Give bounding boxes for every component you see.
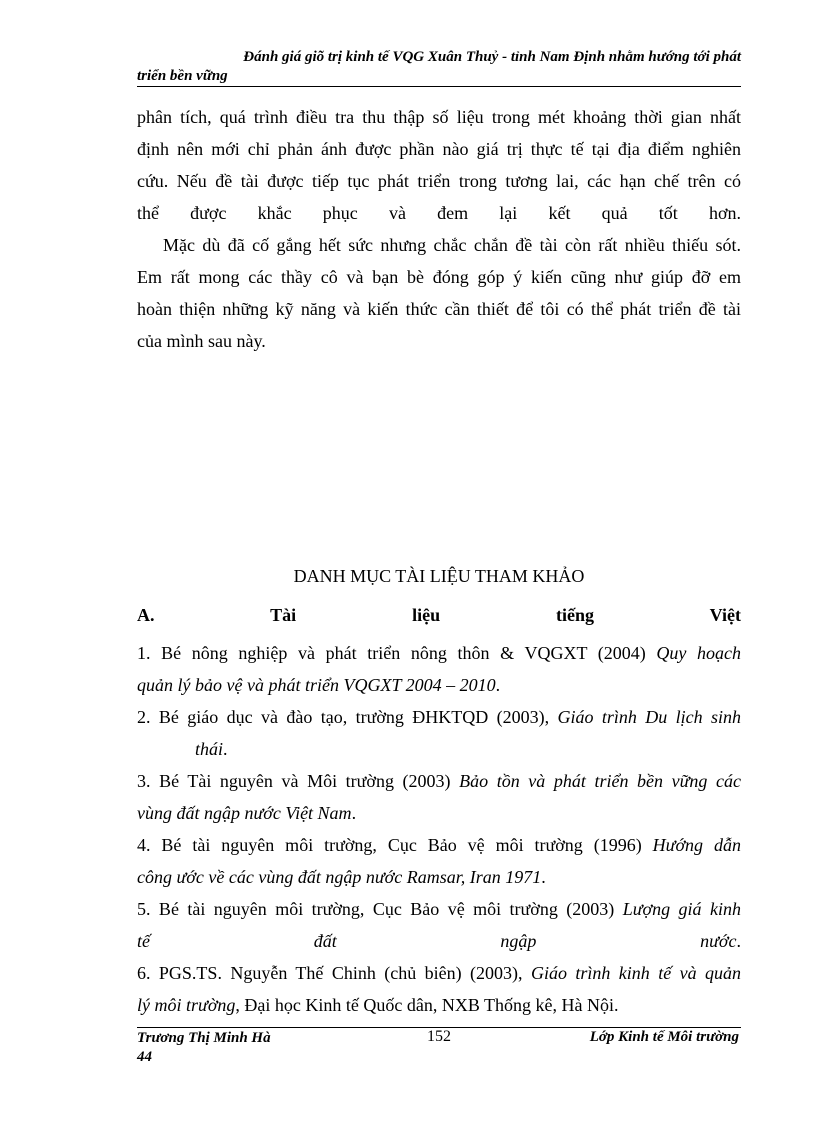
- paragraph-line: định nên mới chỉ phản ánh được phần nào giá trị thực tế tại địa điểm nghiên: [137, 139, 741, 159]
- reference-text: .: [223, 739, 228, 759]
- reference-title: thái: [195, 739, 224, 759]
- reference-title: lý môi trường: [137, 995, 236, 1015]
- reference-list: [137, 637, 741, 1021]
- paragraph-line: Mặc dù đã cố gắng hết sức nhưng chắc chắn đề tài còn rất nhiều thiếu sót.: [163, 235, 741, 255]
- reference-item: [137, 893, 741, 957]
- references-section-heading: A. Tài liệu tiếng Việt: [137, 605, 741, 625]
- footer-author-line2: 44: [137, 1049, 152, 1065]
- page-number: 152: [427, 1028, 451, 1045]
- reference-item: [137, 765, 741, 829]
- reference-title: Bảo tồn và phát triển bền vững các: [459, 771, 741, 791]
- reference-text: .: [541, 867, 546, 887]
- reference-text: 6. PGS.TS. Nguyễn Thế Chinh (chủ biên) (2003),: [137, 963, 531, 983]
- paragraph-acknowledgement: [137, 229, 741, 357]
- reference-title: Quy hoạch: [656, 643, 742, 663]
- footer-class: Lớp Kinh tế Môi trường: [589, 1029, 739, 1045]
- reference-title: Hướng dẫn: [652, 835, 741, 855]
- paragraph-line: hoàn thiện những kỹ năng và kiến thức cần thiết để tôi có thể phát triển đề tài: [137, 299, 741, 319]
- reference-title: Giáo trình Du lịch sinh: [557, 707, 741, 727]
- reference-item: [137, 957, 741, 1021]
- reference-text: 4. Bé tài nguyên môi trường, Cục Bảo vệ môi trường (1996): [137, 835, 653, 855]
- paragraph-line: thể được khắc phục và đem lại kết quả tốt hơn.: [137, 203, 741, 223]
- header-divider: [137, 86, 741, 87]
- reference-text: 1. Bé nông nghiệp và phát triển nông thôn & VQGXT (2004): [137, 643, 657, 663]
- reference-text: 2. Bé giáo dục và đào tạo, trường ĐHKTQD (2003),: [137, 707, 558, 727]
- reference-item: [137, 637, 741, 701]
- paragraph-line: Em rất mong các thầy cô và bạn bè đóng góp ý kiến cũng như giúp đỡ em: [137, 267, 741, 287]
- reference-text: 3. Bé Tài nguyên và Môi trường (2003): [137, 771, 460, 791]
- header-title-line1: Đánh giá giõ trị kinh tế VQG Xuân Thuỷ - tỉnh Nam Định nhằm hướng tới phát: [243, 49, 741, 65]
- paragraph-line: cứu. Nếu đề tài được tiếp tục phát triển trong tương lai, các hạn chế trên có: [137, 171, 741, 191]
- reference-text: 5. Bé tài nguyên môi trường, Cục Bảo vệ môi trường (2003): [137, 899, 623, 919]
- body-text: [137, 101, 741, 357]
- reference-text: .: [736, 931, 741, 951]
- footer-author-name: Trương Thị Minh Hà: [137, 1030, 271, 1046]
- reference-title: quản lý bảo vệ và phát triển VQGXT 2004 – 2010: [137, 675, 496, 695]
- reference-item: [137, 829, 741, 893]
- reference-text: .: [351, 803, 357, 823]
- paragraph-line: của mình sau này.: [137, 331, 266, 351]
- header-title-line2: triển bền vững: [137, 68, 228, 84]
- reference-title: vùng đất ngập nước Việt Nam: [137, 803, 352, 823]
- running-header: [137, 48, 741, 86]
- reference-item: [137, 701, 741, 765]
- paragraph-line: phân tích, quá trình điều tra thu thập số liệu trong mét khoảng thời gian nhất: [137, 107, 741, 127]
- reference-text: , Đại học Kinh tế Quốc dân, NXB Thống kê, Hà Nội.: [235, 995, 619, 1015]
- reference-title: công ước về các vùng đất ngập nước Ramsar, Iran 1971: [137, 867, 542, 887]
- reference-text: .: [495, 675, 501, 695]
- paragraph-conclusion: [137, 101, 741, 229]
- reference-title: Giáo trình kinh tế và quản: [530, 963, 741, 983]
- reference-title: tế đất ngập nước: [137, 931, 737, 951]
- reference-title: Lượng giá kinh: [622, 899, 741, 919]
- references-title: DANH MỤC TÀI LIỆU THAM KHẢO: [293, 566, 585, 586]
